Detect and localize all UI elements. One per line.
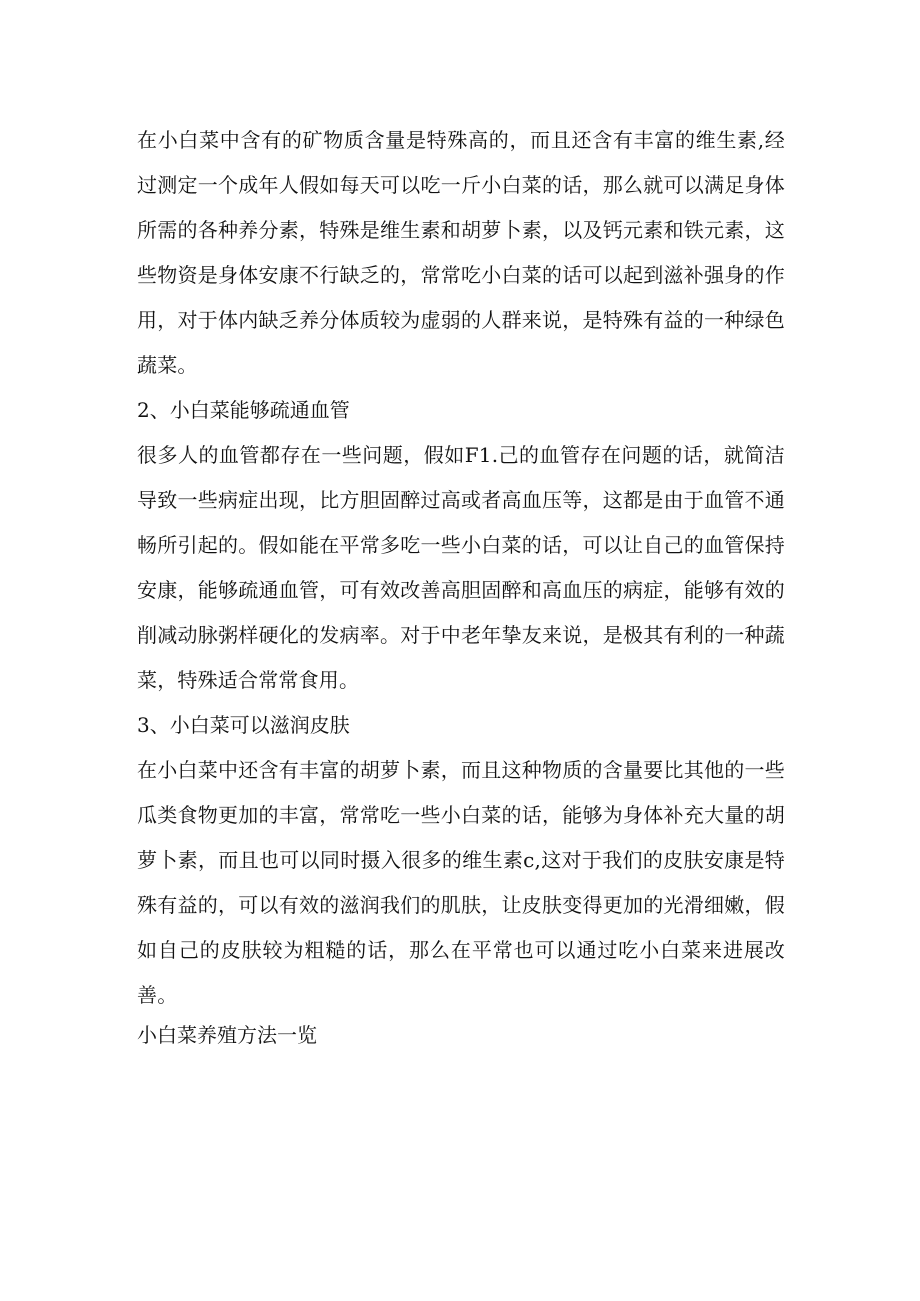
section-title-cultivation: 小白菜养殖方法一览 <box>137 1023 317 1047</box>
heading-unblock-vessels: 2、小白菜能够疏通血管 <box>137 398 350 422</box>
paragraph-skin: 在小白菜中还含有丰富的胡萝卜素，而且这种物质的含量要比其他的一些瓜类食物更加的丰富，常常吃一些小白菜的话，能够为身体补充大量的胡萝卜素，而且也可以同时摄入很多的维生素c,这对于我们的皮肤安康是特殊有益的，可以有效的滋润我们的肌肤，让皮肤变得更加的光滑细嫩，假如自己的皮肤较为粗糙的话，那么在平常也可以通过吃小白菜来进展改善。 <box>137 758 785 1007</box>
paragraph-blood-vessels: 很多人的血管都存在一些问题，假如F1.己的血管存在问题的话，就简洁导致一些病症出现，比方胆固醉过高或者高血压等，这都是由于血管不通畅所引起的。假如能在平常多吃一些小白菜的话，可以让自己的血管保持安康，能够疏通血管，可有效改善高胆固醉和高血压的病症，能够有效的削减动脉粥样硬化的发病率。对于中老年挚友来说，是极其有利的一种蔬菜，特殊适合常常食用。 <box>137 443 785 692</box>
paragraph-minerals: 在小白菜中含有的矿物质含量是特殊高的，而且还含有丰富的维生素,经过测定一个成年人假如每天可以吃一斤小白菜的话，那么就可以满足身体所需的各种养分素，特殊是维生素和胡萝卜素，以及钙元素和铁元素，这些物资是身体安康不行缺乏的，常常吃小白菜的话可以起到滋补强身的作用，对于体内缺乏养分体质较为虚弱的人群来说，是特殊有益的一种绿色蔬菜。 <box>137 128 785 377</box>
heading-moisturize-skin: 3、小白菜可以滋润皮肤 <box>137 713 350 737</box>
document-body <box>137 118 785 1050</box>
